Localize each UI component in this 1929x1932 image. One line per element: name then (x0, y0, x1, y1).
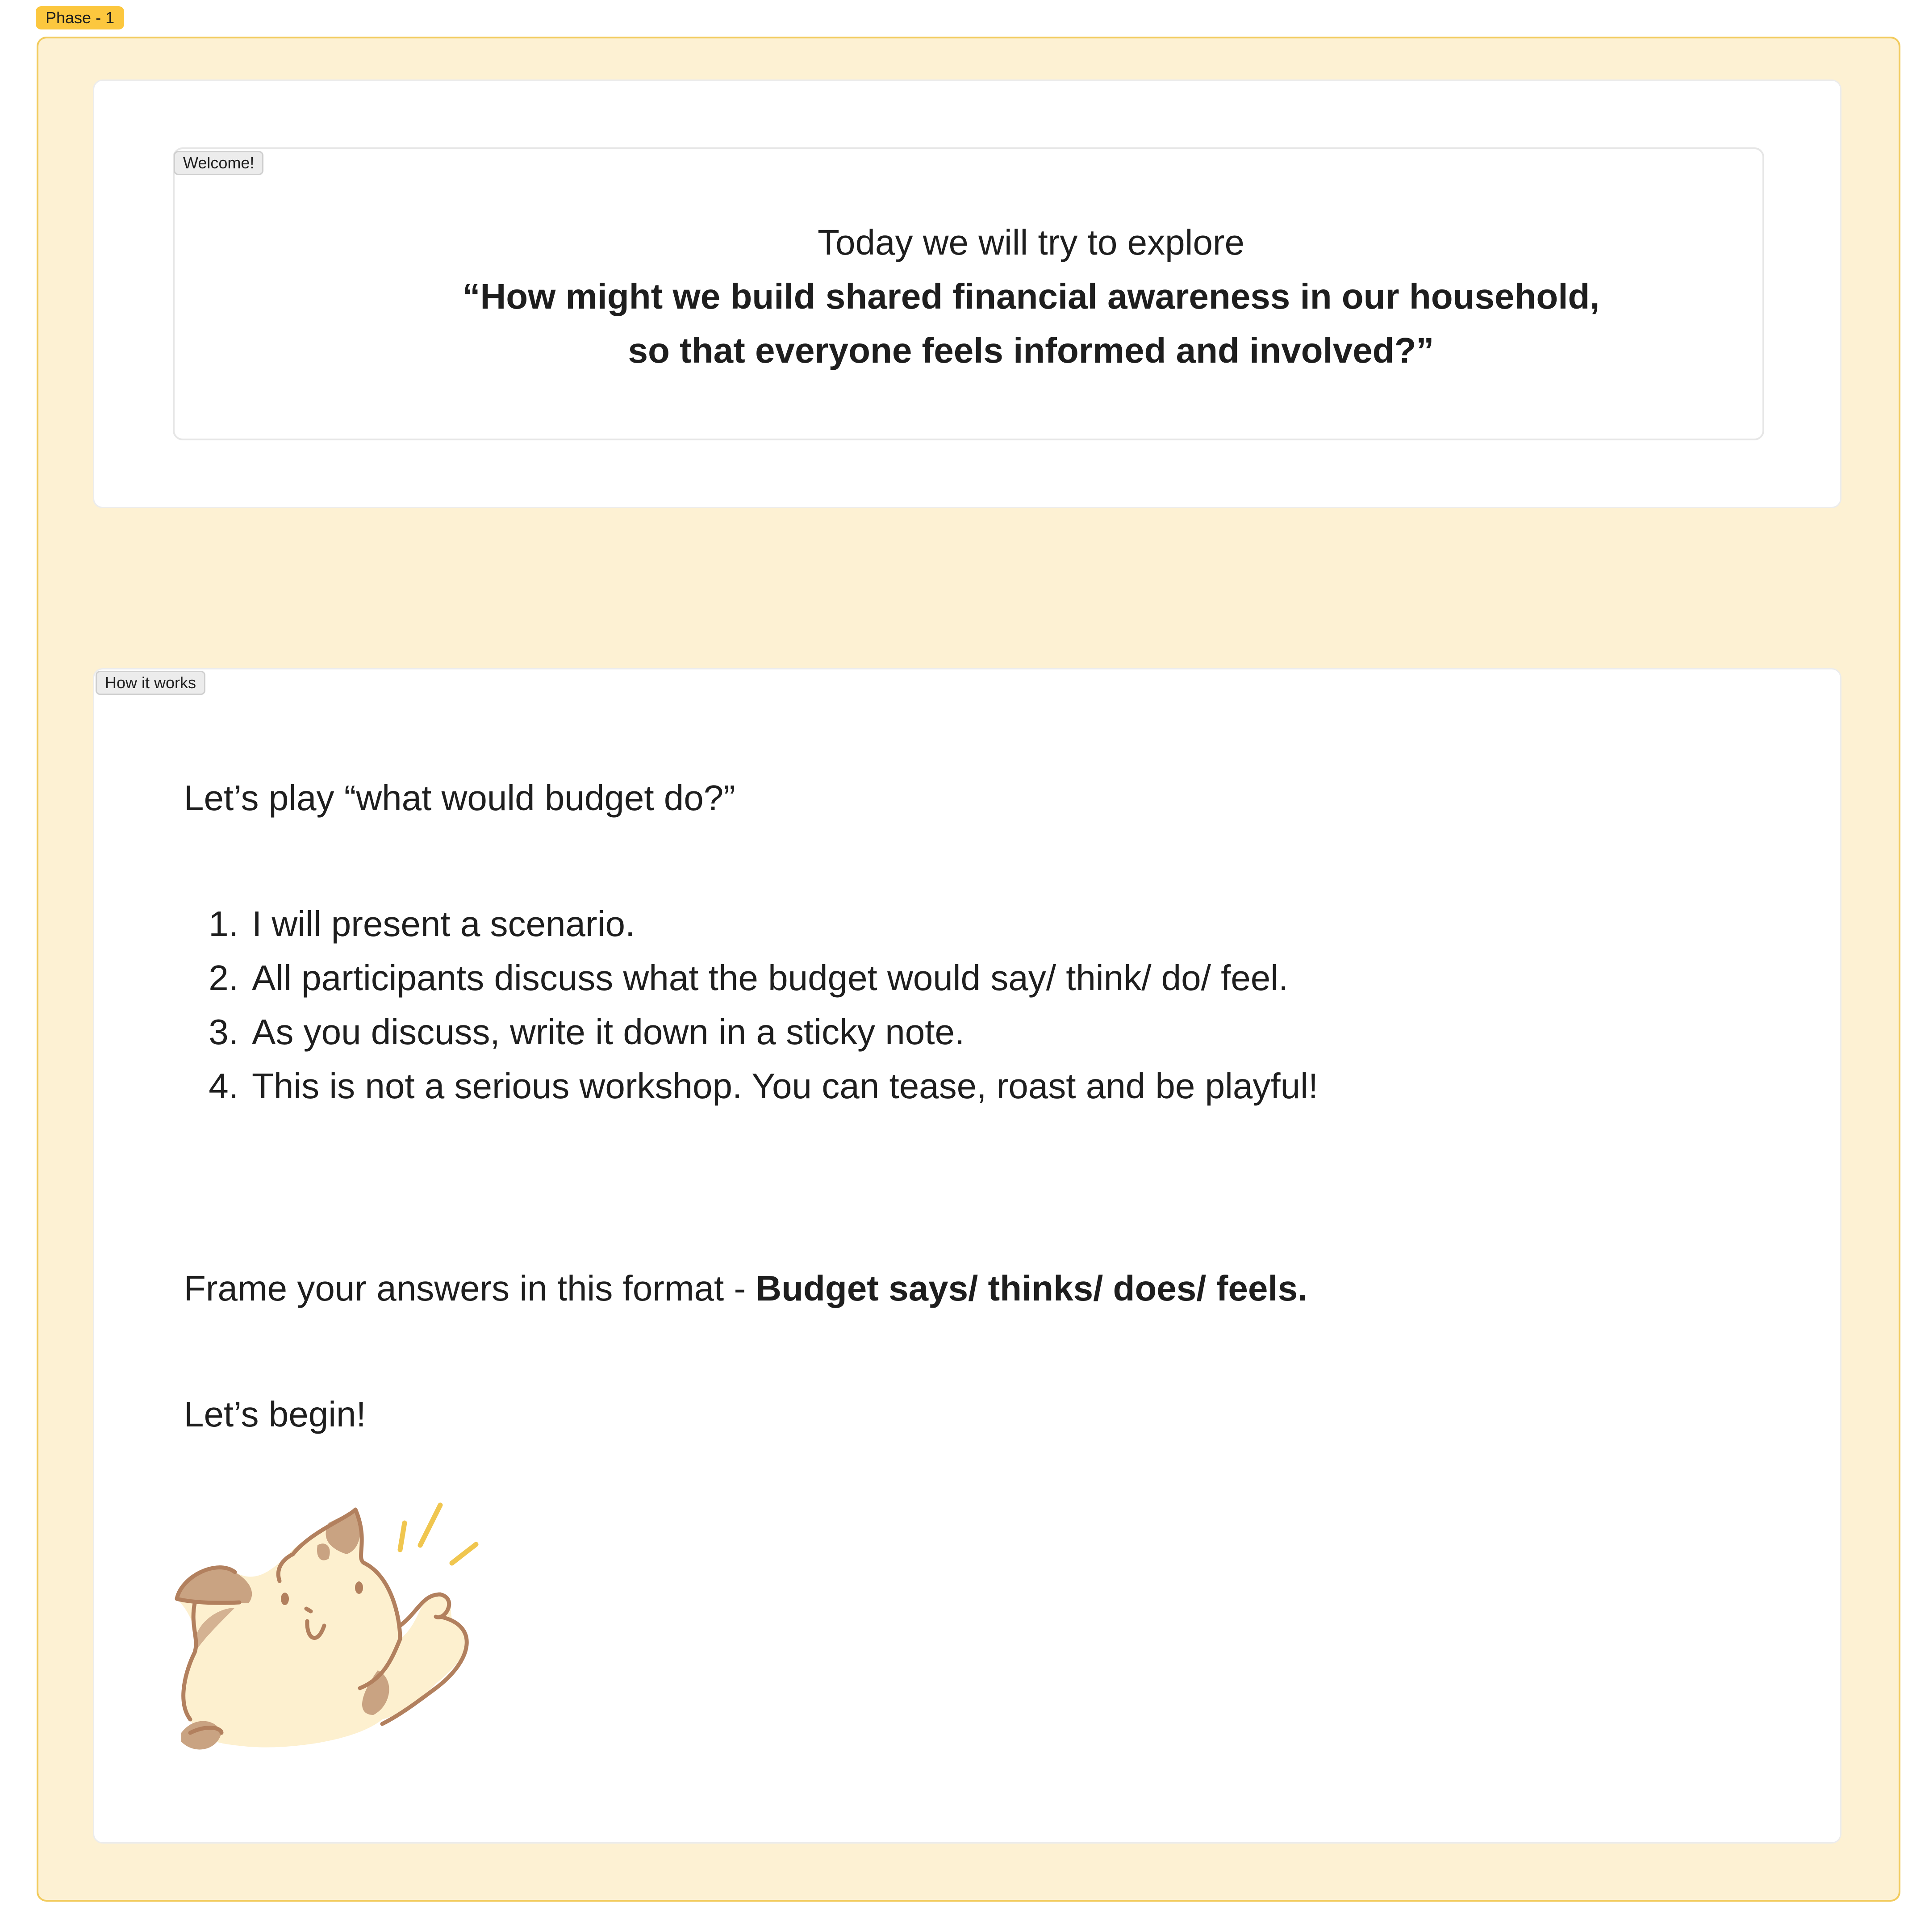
welcome-question-line-2: so that everyone feels informed and involved?” (628, 330, 1434, 370)
welcome-text (173, 215, 1889, 377)
play-line: Let’s play “what would budget do?” (184, 778, 735, 818)
step-text: As you discuss, write it down in a sticky note. (252, 1012, 965, 1052)
steps-list (184, 897, 1318, 1113)
step-item (184, 897, 1318, 951)
welcome-tag[interactable]: Welcome! (174, 151, 263, 175)
frame-line (184, 1261, 1307, 1315)
how-it-works-tag[interactable]: How it works (96, 671, 205, 695)
phase-tag[interactable]: Phase - 1 (36, 6, 124, 29)
step-number: 4. (209, 1066, 238, 1106)
step-number: 1. (209, 904, 238, 944)
step-number: 3. (209, 1012, 238, 1052)
thumbs-up-bunny-icon (168, 1492, 539, 1760)
step-item (184, 1059, 1318, 1113)
step-item (184, 1005, 1318, 1059)
step-number: 2. (209, 958, 238, 998)
frame-prefix: Frame your answers in this format - (184, 1268, 756, 1308)
step-text: I will present a scenario. (252, 904, 635, 944)
sparkle-lines (400, 1505, 476, 1563)
begin-line: Let’s begin! (184, 1394, 366, 1434)
step-text: All participants discuss what the budget would say/ think/ do/ feel. (252, 958, 1289, 998)
step-item (184, 951, 1318, 1005)
step-text: This is not a serious workshop. You can tease, roast and be playful! (252, 1066, 1319, 1106)
welcome-question-line-1: “How might we build shared financial awareness in our household, (462, 276, 1600, 316)
welcome-intro: Today we will try to explore (818, 222, 1244, 262)
frame-format: Budget says/ thinks/ does/ feels. (756, 1268, 1308, 1308)
